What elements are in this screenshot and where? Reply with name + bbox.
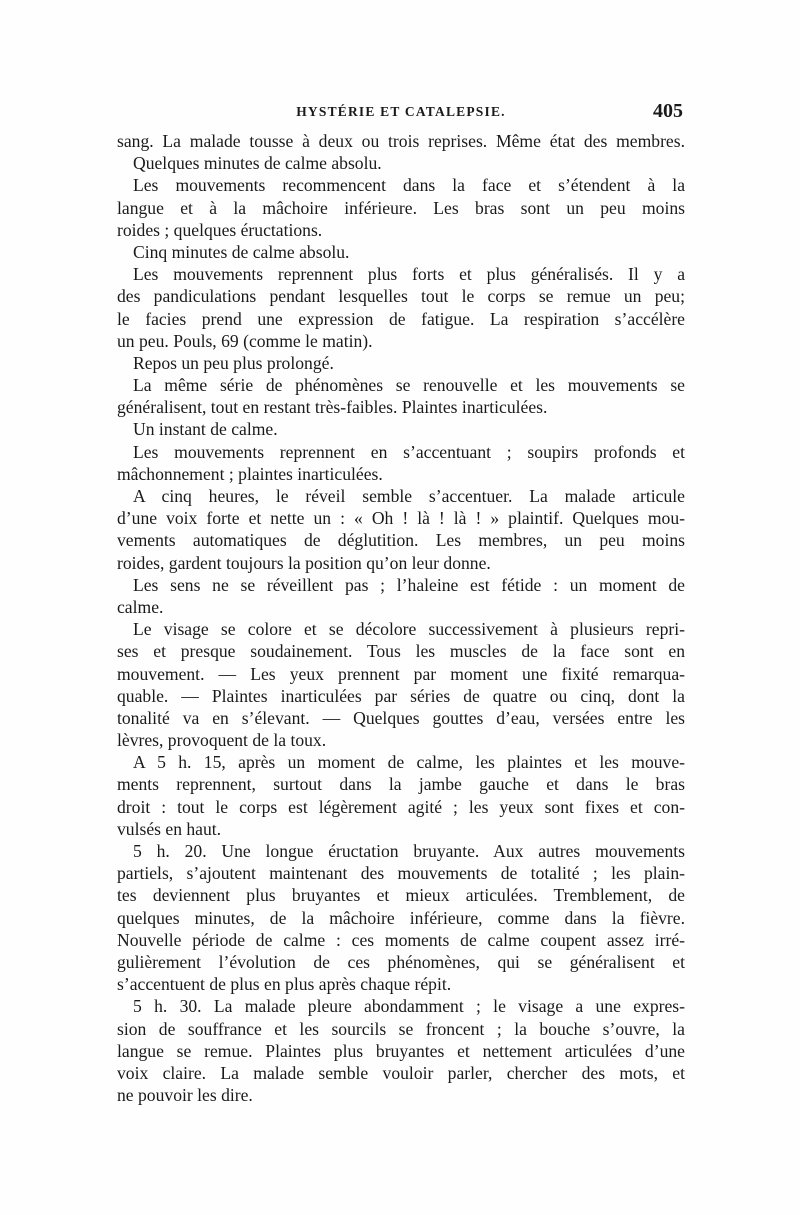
text-line: tonalité va en s’élevant. — Quelques gouttes d’eau, versées entre les [117,707,685,728]
text-line: le facies prend une expression de fatigue. La respiration s’accélère [117,308,685,329]
text-line: mouvement. — Les yeux prennent par moment une fixité remarqua- [117,663,685,684]
text-line: gulièrement l’évolution de ces phénomènes, qui se généralisent et [117,951,685,972]
page-number: 405 [653,100,683,122]
body-text [117,130,685,1106]
text-line: roides ; quelques éructations. [117,219,323,240]
text-line: Cinq minutes de calme absolu. [133,241,350,262]
text-line: quable. — Plaintes inarticulées par séries de quatre ou cinq, dont la [117,685,685,706]
running-title: HYSTÉRIE ET CATALEPSIE. [296,104,506,119]
running-head [117,100,685,126]
text-line: un peu. Pouls, 69 (comme le matin). [117,330,373,351]
text-line: généralisent, tout en restant très-faibles. Plaintes inarticulées. [117,397,548,418]
text-line: des pandiculations pendant lesquelles tout le corps se remue un peu; [117,286,685,307]
text-line: mâchonnement ; plaintes inarticulées. [117,463,383,484]
text-line: voix claire. La malade semble vouloir parler, chercher des mots, et [117,1062,685,1083]
text-line: roides, gardent toujours la position qu’on leur donne. [117,552,491,573]
text-line: Nouvelle période de calme : ces moments de calme coupent assez irré- [117,929,685,950]
text-line: ses et presque soudainement. Tous les muscles de la face sont en [117,641,685,662]
text-line: s’accentuent de plus en plus après chaque répit. [117,974,452,995]
text-line: Un instant de calme. [133,419,278,440]
text-line: sang. La malade tousse à deux ou trois reprises. Même état des membres. [117,131,685,151]
text-line: vements automatiques de déglutition. Les membres, un peu moins [117,530,685,551]
text-line: langue et à la mâchoire inférieure. Les bras sont un peu moins [117,197,685,218]
text-line: tes deviennent plus bruyantes et mieux articulées. Tremblement, de [117,885,685,906]
text-line: A cinq heures, le réveil semble s’accentuer. La malade articule [133,486,685,506]
text-line: ments reprennent, surtout dans la jambe gauche et dans le bras [117,774,685,795]
text-line: Les sens ne se réveillent pas ; l’haleine est fétide : un moment de [133,574,685,595]
text-line: lèvres, provoquent de la toux. [117,730,327,751]
text-line: partiels, s’ajoutent maintenant des mouvements de totalité ; les plain- [117,863,685,884]
text-line: La même série de phénomènes se renouvelle et les mouvements se [133,375,685,396]
text-line: Les mouvements recommencent dans la face et s’étendent à la [133,175,685,196]
text-line: A 5 h. 15, après un moment de calme, les plaintes et les mouve- [133,752,685,773]
text-line: Le visage se colore et se décolore successivement à plusieurs repri- [133,619,685,640]
text-line: Les mouvements reprennent plus forts et plus généralisés. Il y a [133,264,685,285]
text-line: ne pouvoir les dire. [117,1085,253,1106]
text-line: quelques minutes, de la mâchoire inférieure, comme dans la fièvre. [117,907,685,928]
text-line: sion de souffrance et les sourcils se froncent ; la bouche s’ouvre, la [117,1018,685,1039]
text-line: 5 h. 20. Une longue éructation bruyante. Aux autres mouvements [133,841,685,861]
text-line: langue se remue. Plaintes plus bruyantes et nettement articulées d’une [117,1040,685,1061]
text-line: d’une voix forte et nette un : « Oh ! là ! là ! » plaintif. Quelques mou- [117,508,685,529]
text-line: Quelques minutes de calme absolu. [133,153,382,174]
text-line: vulsés en haut. [117,818,222,839]
text-line: calme. [117,596,164,617]
text-line: Repos un peu plus prolongé. [133,352,334,373]
text-line: Les mouvements reprennent en s’accentuant ; soupirs profonds et [133,441,685,462]
text-line: 5 h. 30. La malade pleure abondamment ; le visage a une expres- [133,996,685,1017]
text-line: droit : tout le corps est légèrement agité ; les yeux sont fixes et con- [117,796,685,817]
